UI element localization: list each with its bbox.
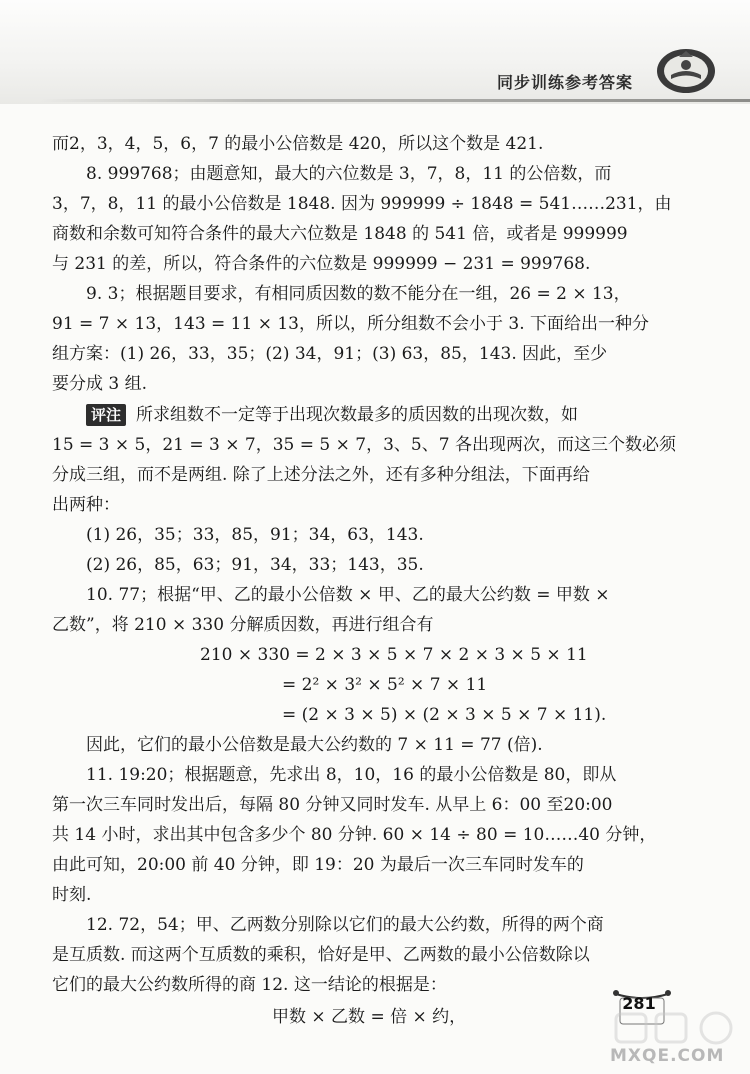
q10-line: 乙数”，将 210 × 330 分解质因数，再进行组合有 <box>52 615 434 635</box>
q11-line: 时刻. <box>52 885 92 905</box>
answer-line: 商数和余数可知符合条件的最大六位数是 1848 的 541 倍，或者是 999999 <box>52 224 628 244</box>
watermark-text: MXQE.COM <box>610 1046 725 1066</box>
answer-line: 要分成 3 组. <box>52 374 148 394</box>
note-line: 出两种： <box>52 495 120 515</box>
note-line: 分成三组，而不是两组. 除了上述分法之外，还有多种分组法，下面再给 <box>52 465 590 485</box>
header-title: 同步训练参考答案 <box>497 73 634 92</box>
q11-line: 11. 19:20；根据题意，先求出 8，10，16 的最小公倍数是 80，即从 <box>86 765 617 785</box>
answer-line: 而2，3，4，5，6，7 的最小公倍数是 420，所以这个数是 421. <box>52 134 544 154</box>
final-equation: 甲数 × 乙数 = 倍 × 约， <box>272 1007 467 1027</box>
note-line: 15 = 3 × 5，21 = 3 × 7，35 = 5 × 7，3、5、7 各出现两次，而这三个数必须 <box>52 435 676 455</box>
q11-line: 由此可知，20:00 前 40 分钟，即 19：20 为最后一次三车同时发车的 <box>52 855 584 875</box>
q11-line: 共 14 小时，求出其中包含多少个 80 分钟. 60 × 14 ÷ 80 = 10……40 分钟， <box>52 825 657 845</box>
answer-line: 8. 999768；由题意知，最大的六位数是 3，7，8，11 的公倍数，而 <box>86 164 612 184</box>
q12-line: 12. 72，54；甲、乙两数分别除以它们的最大公约数，所得的两个商 <box>86 915 604 935</box>
option-line: (2) 26，85，63；91，34，33；143，35. <box>86 555 424 575</box>
answer-line: 91 = 7 × 13，143 = 11 × 13，所以，所分组数不会小于 3. 下面给出一种分 <box>52 314 650 334</box>
answer-line: 9. 3；根据题目要求，有相同质因数的数不能分在一组，26 = 2 × 13， <box>86 284 631 304</box>
answer-line: 与 231 的差，所以，符合条件的六位数是 999999 − 231 = 999768. <box>52 254 591 274</box>
q12-line: 它们的最大公约数所得的商 12. 这一结论的根据是： <box>52 975 447 995</box>
note-text: 所求组数不一定等于出现次数最多的质因数的出现次数，如 <box>136 405 579 425</box>
page-number: 281 <box>622 994 656 1013</box>
equation-line: 210 × 330 = 2 × 3 × 5 × 7 × 2 × 3 × 5 × 11 <box>200 645 588 665</box>
note-first-line <box>86 400 716 430</box>
note-badge: 评注 <box>86 404 126 426</box>
equation-line: = (2 × 3 × 5) × (2 × 3 × 5 × 7 × 11). <box>282 705 607 725</box>
q11-line: 第一次三车同时发出后，每隔 80 分钟又同时发车. 从早上 6：00 至20:00 <box>52 795 613 815</box>
answer-line: 组方案：(1) 26，33，35；(2) 34，91；(3) 63，85，143. 因此，至少 <box>52 344 608 364</box>
q12-line: 是互质数. 而这两个互质数的乘积，恰好是甲、乙两数的最小公倍数除以 <box>52 945 590 965</box>
q10-line: 10. 77；根据“甲、乙的最小公倍数 × 甲、乙的最大公约数 = 甲数 × <box>86 585 610 605</box>
equation-line: = 2² × 3² × 5² × 7 × 11 <box>282 675 488 695</box>
answer-line: 3，7，8，11 的最小公倍数是 1848. 因为 999999 ÷ 1848 = 541……231，由 <box>52 194 672 214</box>
option-line: (1) 26，35；33，85，91；34，63，143. <box>86 525 424 545</box>
q10-conclusion: 因此，它们的最小公倍数是最大公约数的 7 × 11 = 77 (倍). <box>86 735 543 755</box>
